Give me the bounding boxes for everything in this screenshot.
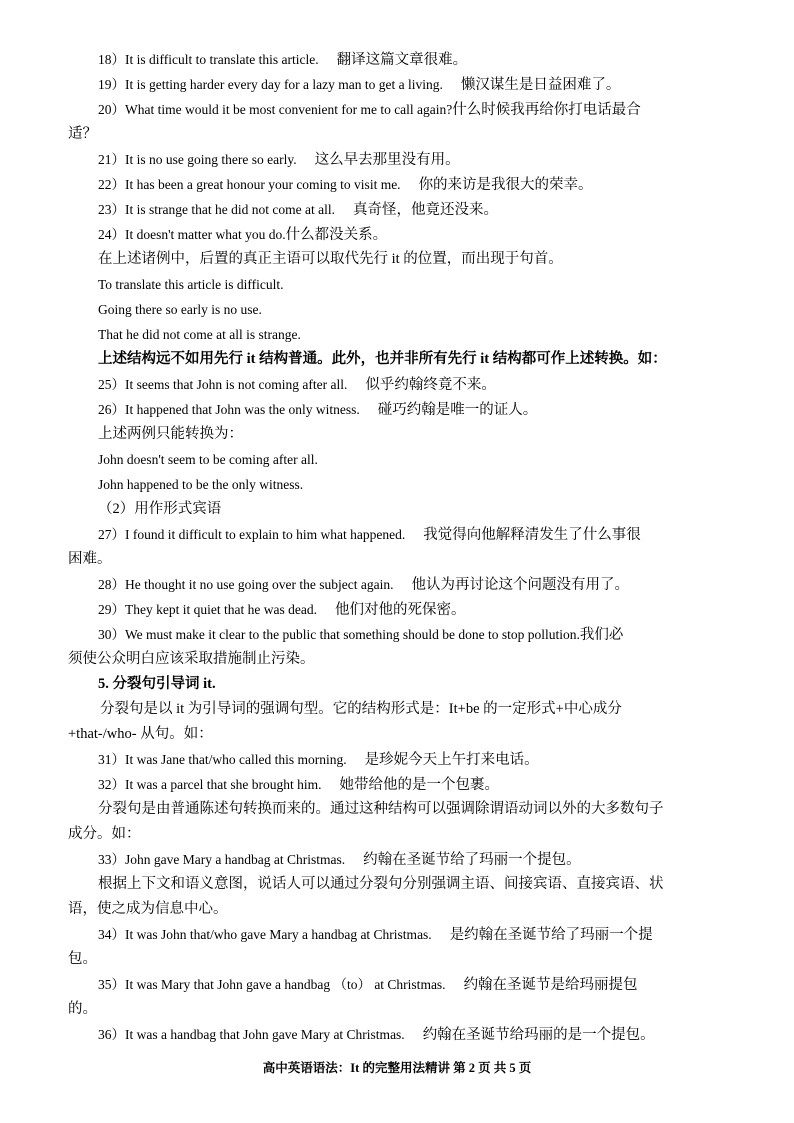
example-18: 18）It is difficult to translate this article. 翻译这篇文章很难。 (98, 52, 468, 68)
example-24: 24）It doesn't matter what you do.什么都没关系。 (98, 227, 388, 243)
explanation-2: 上述结构远不如用先行 it 结构普通。此外，也并非所有先行 it 结构都可作上述转换。如： (98, 351, 667, 367)
example-19: 19）It is getting harder every day for a lazy man to get a living. 懒汉谋生是日益困难了。 (98, 77, 621, 93)
section-heading-cleft: 5. 分裂句引导词 it. (98, 676, 216, 692)
example-25: 25）It seems that John is not coming after all. 似乎约翰终竟不来。 (98, 377, 496, 393)
example-34-cont: 包。 (68, 951, 97, 967)
converted-sentence-3: That he did not come at all is strange. (98, 327, 301, 342)
example-30: 30）We must make it clear to the public that something should be done to stop pollution.我们必 (98, 627, 624, 643)
example-36: 36）It was a handbag that John gave Mary at Christmas. 约翰在圣诞节给玛丽的是一个提包。 (98, 1027, 655, 1043)
example-27: 27）I found it difficult to explain to him what happened. 我觉得向他解释清发生了什么事很 (98, 527, 641, 543)
example-29: 29）They kept it quiet that he was dead. 他们对他的死保密。 (98, 602, 466, 618)
example-34: 34）It was John that/who gave Mary a handbag at Christmas. 是约翰在圣诞节给了玛丽一个提 (98, 927, 653, 943)
example-30-cont: 须使公众明白应该采取措施制止污染。 (68, 651, 315, 667)
example-31: 31）It was Jane that/who called this morning. 是珍妮今天上午打来电话。 (98, 752, 539, 768)
explanation-5-cont: 语，使之成为信息中心。 (68, 901, 228, 917)
cleft-definition: 分裂句是以 it 为引导词的强调句型。它的结构形式是：It+be 的一定形式+中心成分 (100, 701, 622, 717)
example-28: 28）He thought it no use going over the subject again. 他认为再讨论这个问题没有用了。 (98, 577, 629, 593)
converted-sentence-5: John happened to be the only witness. (98, 477, 304, 492)
example-26: 26）It happened that John was the only witness. 碰巧约翰是唯一的证人。 (98, 402, 538, 418)
converted-sentence-4: John doesn't seem to be coming after all. (98, 452, 318, 467)
document-body (68, 47, 734, 1047)
explanation-3: 上述两例只能转换为： (98, 426, 243, 442)
example-20: 20）What time would it be most convenient for me to call again?什么时候我再给你打电话最合 (98, 102, 641, 118)
page-footer: 高中英语语法：It 的完整用法精讲 第 2 页 共 5 页 (262, 1061, 532, 1075)
converted-sentence-1: To translate this article is difficult. (98, 277, 284, 292)
converted-sentence-2: Going there so early is no use. (98, 302, 262, 317)
subheading-formal-object: （2）用作形式宾语 (98, 501, 222, 517)
explanation-5: 根据上下文和语义意图，说话人可以通过分裂句分别强调主语、间接宾语、直接宾语、状 (98, 876, 664, 892)
example-20-cont: 适？ (68, 126, 97, 142)
example-21: 21）It is no use going there so early. 这么早去那里没有用。 (98, 152, 460, 168)
explanation-4-cont: 成分。如： (68, 826, 141, 842)
example-22: 22）It has been a great honour your coming to visit me. 你的来访是我很大的荣幸。 (98, 177, 593, 193)
example-32: 32）It was a parcel that she brought him. 她带给他的是一个包裹。 (98, 777, 499, 793)
explanation-4: 分裂句是由普通陈述句转换而来的。通过这种结构可以强调除谓语动词以外的大多数句子 (98, 801, 664, 817)
example-27-cont: 困难。 (68, 551, 112, 567)
example-35-cont: 的。 (68, 1001, 97, 1017)
cleft-definition-cont: +that-/who- 从句。如： (68, 726, 213, 742)
example-33: 33）John gave Mary a handbag at Christmas. 约翰在圣诞节给了玛丽一个提包。 (98, 852, 581, 868)
example-35: 35）It was Mary that John gave a handbag （to） at Christmas. 约翰在圣诞节是给玛丽提包 (98, 977, 638, 993)
example-23: 23）It is strange that he did not come at all. 真奇怪，他竟还没来。 (98, 202, 498, 218)
explanation-1: 在上述诸例中，后置的真正主语可以取代先行 it 的位置，而出现于句首。 (98, 251, 563, 267)
